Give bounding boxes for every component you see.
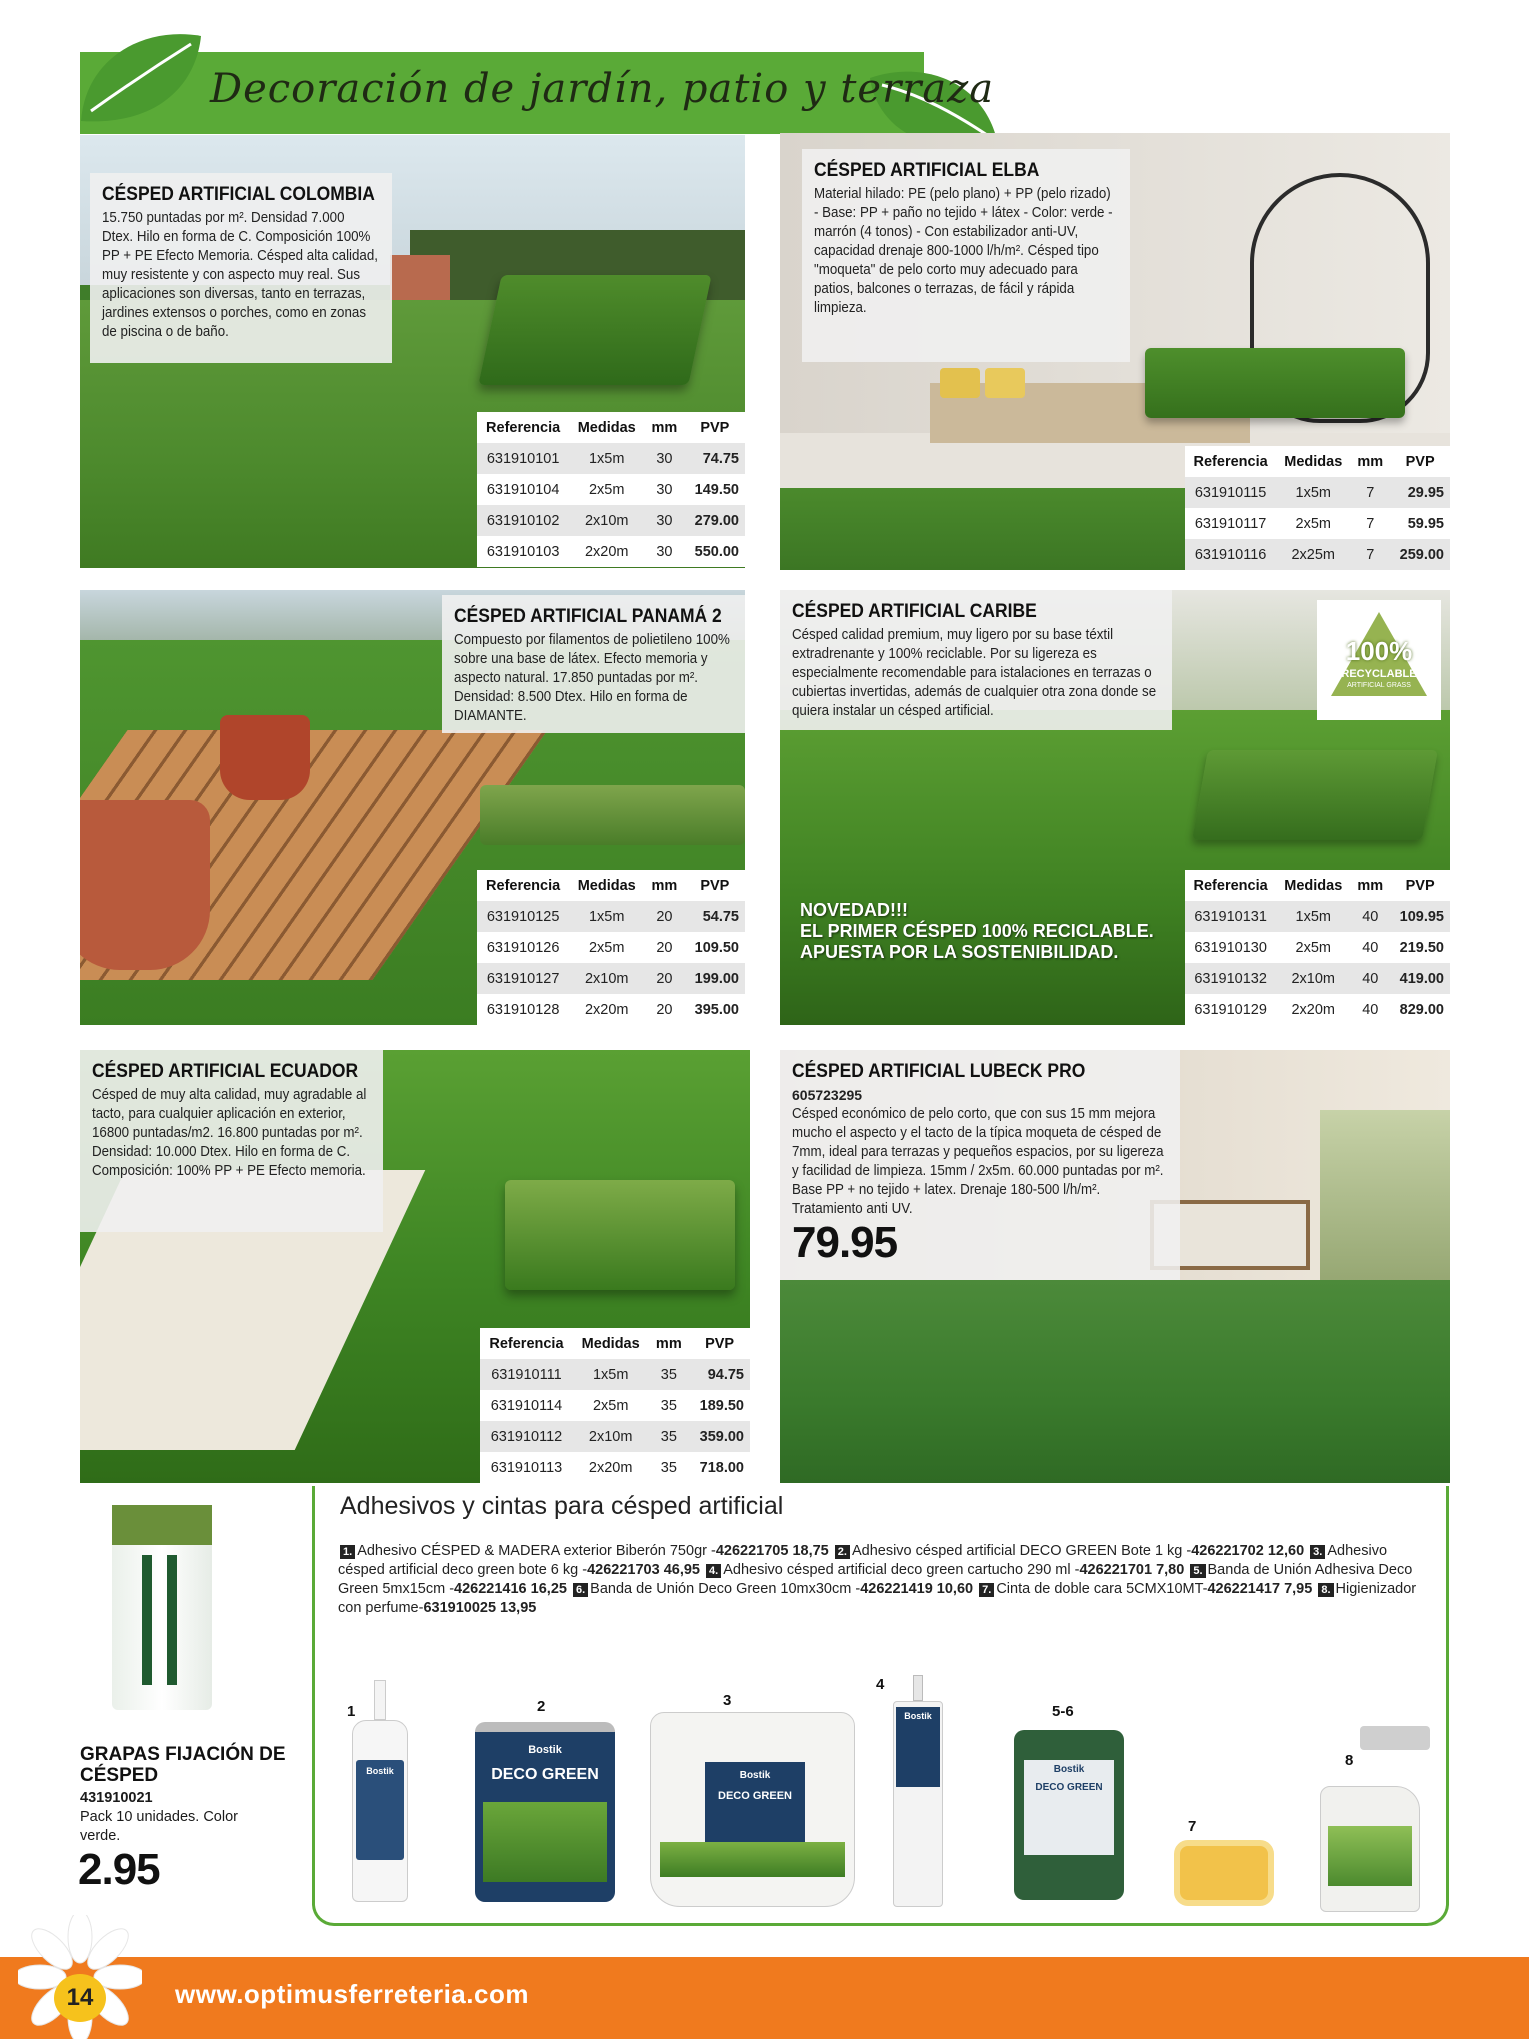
elba-sample (1145, 348, 1405, 418)
caribe-price-table: Referencia Medidas mm PVP 631910131 1x5m 40 109.95 631910130 2x5m 40 219.50 631910132 2x10m 40 419.00 631910129 2x20m 40 829.00 (1185, 870, 1450, 1025)
product-4-cartridge (893, 1675, 943, 1907)
colombia-photo (80, 135, 745, 568)
panama-title: CÉSPED ARTIFICIAL PANAMÁ 2 (454, 606, 722, 627)
table-row: 631910112 2x10m 35 359.00 (480, 1421, 750, 1452)
list-item: 8. Higienizador con perfume-631910025 13,95 (338, 1581, 1417, 1616)
table-row: 631910104 2x5m 30 149.50 (477, 474, 745, 505)
panama-photo (80, 590, 745, 1025)
table-row: 631910126 2x5m 20 109.50 (477, 932, 745, 963)
ecuador-price-table: Referencia Medidas mm PVP 631910111 1x5m 35 94.75 631910114 2x5m 35 189.50 631910112 2x10m 35 359.00 631910113 2x20m 35 718.00 (480, 1328, 750, 1483)
list-item: 2. Adhesivo césped artificial DECO GREEN Bote 1 kg -426221702 12,60 (833, 1543, 1304, 1559)
table-row: 631910129 2x20m 40 829.00 (1185, 994, 1450, 1025)
table-row: 631910128 2x20m 20 395.00 (477, 994, 745, 1025)
table-row: 631910113 2x20m 35 718.00 (480, 1452, 750, 1483)
product-1-bottle (348, 1680, 412, 1902)
table-row: 631910132 2x10m 40 419.00 (1185, 963, 1450, 994)
colombia-title: CÉSPED ARTIFICIAL COLOMBIA (102, 184, 375, 205)
badge-percent: 100% (1345, 636, 1413, 666)
grapas-ref: 431910021 (80, 1790, 153, 1806)
list-item: 1. Adhesivo CÉSPED & MADERA exterior Biberón 750gr -426221705 18,75 (338, 1543, 829, 1559)
caribe-title: CÉSPED ARTIFICIAL CARIBE (792, 601, 1037, 622)
table-row: 631910115 1x5m 7 29.95 (1185, 477, 1450, 508)
planter (80, 800, 210, 970)
colombia-sample (478, 275, 711, 385)
list-item: 3. Adhesivo césped artificial deco green bote 6 kg -426221703 46,95 (338, 1543, 1388, 1578)
product-2-tin (475, 1722, 615, 1902)
lubeck-photo (780, 1050, 1450, 1483)
deco-green-label: DECO GREEN (718, 1790, 792, 1802)
table-row: 631910131 1x5m 40 109.95 (1185, 901, 1450, 932)
table-row: 631910101 1x5m 30 74.75 (477, 443, 745, 474)
panama-sample (480, 785, 745, 845)
product-label-5-6: 5-6 (1052, 1703, 1074, 1720)
deco-green-label: DECO GREEN (1035, 1782, 1103, 1793)
table-row: 631910111 1x5m 35 94.75 (480, 1359, 750, 1390)
product-3-bucket (650, 1712, 855, 1907)
grapas-description: Pack 10 unidades. Color verde. (80, 1809, 238, 1844)
footer-url-link[interactable]: www.optimusferreteria.com (175, 1979, 529, 2009)
product-5-6-tape-roll (1014, 1730, 1124, 1900)
caribe-sample (1192, 750, 1438, 840)
colombia-info (90, 173, 392, 363)
lubeck-price: 79.95 (792, 1218, 898, 1267)
product-label-7: 7 (1188, 1818, 1197, 1835)
grapas-image (112, 1505, 212, 1710)
page-number: 14 (54, 1974, 106, 2022)
lubeck-info (780, 1050, 1180, 1280)
novedad-text: NOVEDAD!!! EL PRIMER CÉSPED 100% RECICLABLE. APUESTA POR LA SOSTENIBILIDAD. (800, 900, 1154, 962)
panama-info (442, 595, 745, 733)
lubeck-ref: 605723295 (792, 1087, 863, 1103)
table-row: 631910116 2x25m 7 259.00 (1185, 539, 1450, 570)
table-row: 631910103 2x20m 30 550.00 (477, 536, 745, 567)
table-row: 631910125 1x5m 20 54.75 (477, 901, 745, 932)
elba-description: Material hilado: PE (pelo plano) + PP (pelo rizado) - Base: PP + paño no tejido + látex - Color: verde - marrón (4 tonos) - Con estabilizador anti-UV, capacidad drenaje 800-1000 l/h/m². Césped tipo "moqueta" de pelo corto muy adecuado para patios, balcones o terrazas, de fácil y rápida limpieza. (814, 186, 1113, 316)
list-item: 5. Banda de Unión Adhesiva Deco Green 5mx15cm -426221416 16,25 (338, 1562, 1413, 1597)
product-8-spray (1320, 1726, 1430, 1912)
list-item: 6. Banda de Unión Deco Green 10mx30cm -426221419 10,60 (571, 1581, 973, 1597)
ecuador-sample (505, 1180, 735, 1290)
brand-bostik: Bostik (366, 1766, 394, 1776)
grapas-title: GRAPAS FIJACIÓN DE CÉSPED (80, 1744, 286, 1786)
list-item: 7. Cinta de doble cara 5CMX10MT-426221417 7,95 (977, 1581, 1312, 1597)
colombia-price-table: Referencia Medidas mm PVP 631910101 1x5m 30 74.75 631910104 2x5m 30 149.50 631910102 2x10m 30 279.00 631910103 2x20m 30 550.00 (477, 412, 745, 567)
brand-bostik: Bostik (739, 1770, 771, 1781)
elba-title: CÉSPED ARTIFICIAL ELBA (814, 160, 1040, 181)
recyclable-badge (1317, 600, 1441, 720)
leaf-left-icon (76, 26, 206, 136)
product-7-tape (1174, 1840, 1274, 1906)
ecuador-photo (80, 1050, 750, 1483)
list-item: 4. Adhesivo césped artificial deco green cartucho 290 ml -426221701 7,80 (704, 1562, 1184, 1578)
elba-photo (780, 133, 1450, 570)
ecuador-description: Césped de muy alta calidad, muy agradable al tacto, para cualquier aplicación en exterior, 16800 puntadas/m2. 16.800 puntadas por m². Densidad: 10.000 Dtex. Hilo en forma de C. Composición: 100% PP + PE Efecto memoria. (92, 1087, 367, 1179)
elba-info (802, 149, 1130, 362)
panama-price-table: Referencia Medidas mm PVP 631910125 1x5m 20 54.75 631910126 2x5m 20 109.50 631910127 2x10m 20 199.00 631910128 2x20m 20 395.00 (477, 870, 745, 1025)
ecuador-info (80, 1050, 383, 1232)
brand-bostik: Bostik (1053, 1764, 1085, 1775)
product-label-3: 3 (723, 1692, 732, 1709)
lubeck-description: Césped económico de pelo corto, que con sus 15 mm mejora mucho el aspecto y el tacto de la típica moqueta de césped de 7mm, ideal para terrazas y pequeños espacios, por su ligereza y facilidad de limpieza. 15mm / 2x5m. 60.000 puntadas por m². Base PP + no tejido + latex. Drenaje 180-500 l/h/m². Tratamiento anti UV. (792, 1106, 1164, 1217)
colombia-description: 15.750 puntadas por m². Densidad 7.000 Dtex. Hilo en forma de C. Composición 100% PP + PE Efecto Memoria. Césped alta calidad, muy resistente y con aspecto muy real. Sus aplicaciones son diversas, tanto en terrazas, jardines extensos o porches, como en zonas de piscina o de baño. (102, 210, 378, 340)
caribe-photo (780, 590, 1450, 1025)
lubeck-title: CÉSPED ARTIFICIAL LUBECK PRO (792, 1061, 1086, 1082)
elba-price-table: Referencia Medidas mm PVP 631910115 1x5m 7 29.95 631910117 2x5m 7 59.95 631910116 2x25m 7 259.00 (1185, 446, 1450, 570)
panama-description: Compuesto por filamentos de polietileno 100% sobre una base de látex. Efecto memoria y aspecto natural. 17.850 puntadas por m². Densidad: 8.500 Dtex. Hilo en forma de DIAMANTE. (454, 632, 730, 724)
product-label-1: 1 (347, 1703, 356, 1720)
table-row: 631910102 2x10m 30 279.00 (477, 505, 745, 536)
table-row: 631910130 2x5m 40 219.50 (1185, 932, 1450, 963)
table-row: 631910114 2x5m 35 189.50 (480, 1390, 750, 1421)
adhesives-title: Adhesivos y cintas para césped artificial (340, 1492, 784, 1520)
grapas-price: 2.95 (78, 1845, 160, 1894)
brand-bostik: Bostik (904, 1711, 932, 1721)
deco-green-label: DECO GREEN (491, 1766, 599, 1783)
table-row: 631910127 2x10m 20 199.00 (477, 963, 745, 994)
caribe-info (780, 590, 1172, 730)
ecuador-title: CÉSPED ARTIFICIAL ECUADOR (92, 1061, 359, 1082)
brand-bostik: Bostik (528, 1744, 562, 1756)
caribe-description: Césped calidad premium, muy ligero por su base téxtil extradrenante y 100% reciclable. Por su ligereza es especialmente recomendable para istalaciones en terrazas o cubiertas invertidas, además de cualquier otra zona donde se quiera instalar un césped artificial. (792, 627, 1157, 719)
page-title: Decoración de jardín, patio y terraza (210, 66, 995, 112)
adhesives-list (338, 1542, 1420, 1618)
plant-pot (220, 715, 310, 800)
product-label-2: 2 (537, 1698, 546, 1715)
product-label-8: 8 (1345, 1752, 1354, 1769)
badge-line1: RECYCLABLE (1341, 668, 1417, 680)
badge-line2: ARTIFICIAL GRASS (1347, 682, 1411, 689)
table-row: 631910117 2x5m 7 59.95 (1185, 508, 1450, 539)
product-label-4: 4 (876, 1676, 885, 1693)
